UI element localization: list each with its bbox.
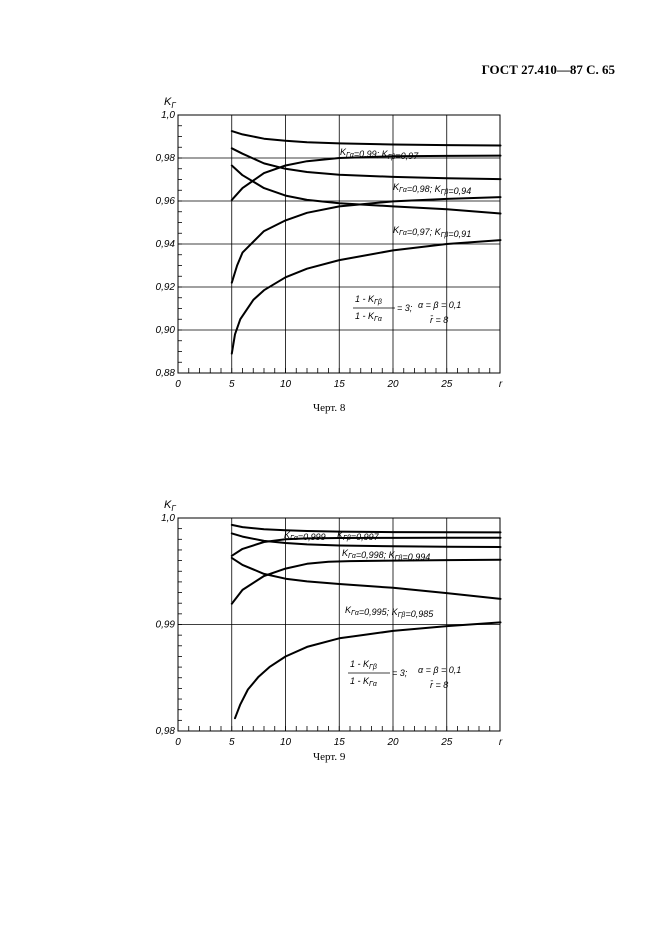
series-label: $K_{Г\alpha}=0,999$ [284, 530, 326, 542]
y-tick-label: 0,98 [155, 726, 175, 737]
series-label: $K_{Г\alpha}=0,99$; $K_{Г\beta}=0,97$ [340, 147, 419, 161]
formula-denominator: $1 - K_{Г\alpha}$ [350, 676, 377, 688]
y-tick-label: 0,96 [155, 196, 175, 207]
x-tick-label: 5 [228, 379, 235, 390]
formula-denominator: $1 - K_{Г\alpha}$ [355, 311, 382, 323]
series-line [232, 131, 501, 145]
x-tick-label: 0 [175, 379, 181, 390]
y-axis-label: $K_Г$ [164, 96, 176, 110]
series-label: $K_{Г\alpha}=0,97$; $K_{Г\beta}=0,91$ [393, 225, 472, 239]
r-bar-label: r̄ = 8 [430, 315, 449, 325]
y-tick-label: 0,92 [155, 282, 175, 293]
y-tick-label: 1,0 [161, 513, 175, 524]
formula-numerator: $1 - K_{Г\beta}$ [350, 659, 377, 671]
series-line [232, 558, 501, 599]
x-tick-label: 15 [333, 379, 345, 390]
formula-equals: = 3; [397, 303, 413, 313]
x-tick-label: 25 [441, 737, 453, 748]
series-label: $K_{Г\alpha}=0,998$; $K_{Г\beta}=0,994$ [342, 548, 431, 562]
y-tick-label: 0,88 [155, 368, 175, 379]
series-label: $K_{Г\alpha}=0,98$; $K_{Г\beta}=0,94$ [393, 182, 472, 196]
x-tick-label: 5 [228, 737, 235, 748]
x-tick-label: 0 [175, 737, 181, 748]
chart-8 [156, 96, 503, 390]
y-tick-label: 0,98 [155, 153, 175, 164]
formula-equals: = 3; [392, 668, 408, 678]
alpha-beta-label: α = β = 0,1 [418, 665, 462, 675]
y-axis-label: $K_Г$ [164, 499, 176, 513]
x-tick-label: 25 [441, 379, 453, 390]
y-tick-label: 0,90 [155, 325, 175, 336]
alpha-beta-label: α = β = 0,1 [418, 300, 462, 310]
chart-9-caption: Черт. 9 [313, 751, 346, 763]
chart-8-caption: Черт. 8 [313, 402, 346, 414]
x-tick-label: 20 [387, 737, 399, 748]
y-tick-label: 1,0 [161, 110, 175, 121]
x-tick-label: 20 [387, 379, 399, 390]
formula-numerator: $1 - K_{Г\beta}$ [355, 294, 382, 306]
chart-9 [156, 499, 503, 748]
y-tick-label: 0,99 [155, 619, 175, 631]
series-label: $K_{Г\beta}=0,997$ [337, 530, 379, 542]
series-label: $K_{Г\alpha}=0,995$; $K_{Г\beta}=0,985$ [345, 605, 434, 619]
series-line [232, 560, 501, 604]
page-header: ГОСТ 27.410—87 С. 65 [481, 62, 615, 77]
x-tick-label: 10 [279, 379, 292, 390]
x-tick-label: 10 [279, 737, 292, 748]
x-tick-label: 15 [333, 737, 345, 748]
x-tick-label: r [498, 737, 503, 748]
x-tick-label: r [498, 379, 503, 390]
y-tick-label: 0,94 [155, 239, 175, 250]
r-bar-label: r̄ = 8 [430, 680, 449, 690]
